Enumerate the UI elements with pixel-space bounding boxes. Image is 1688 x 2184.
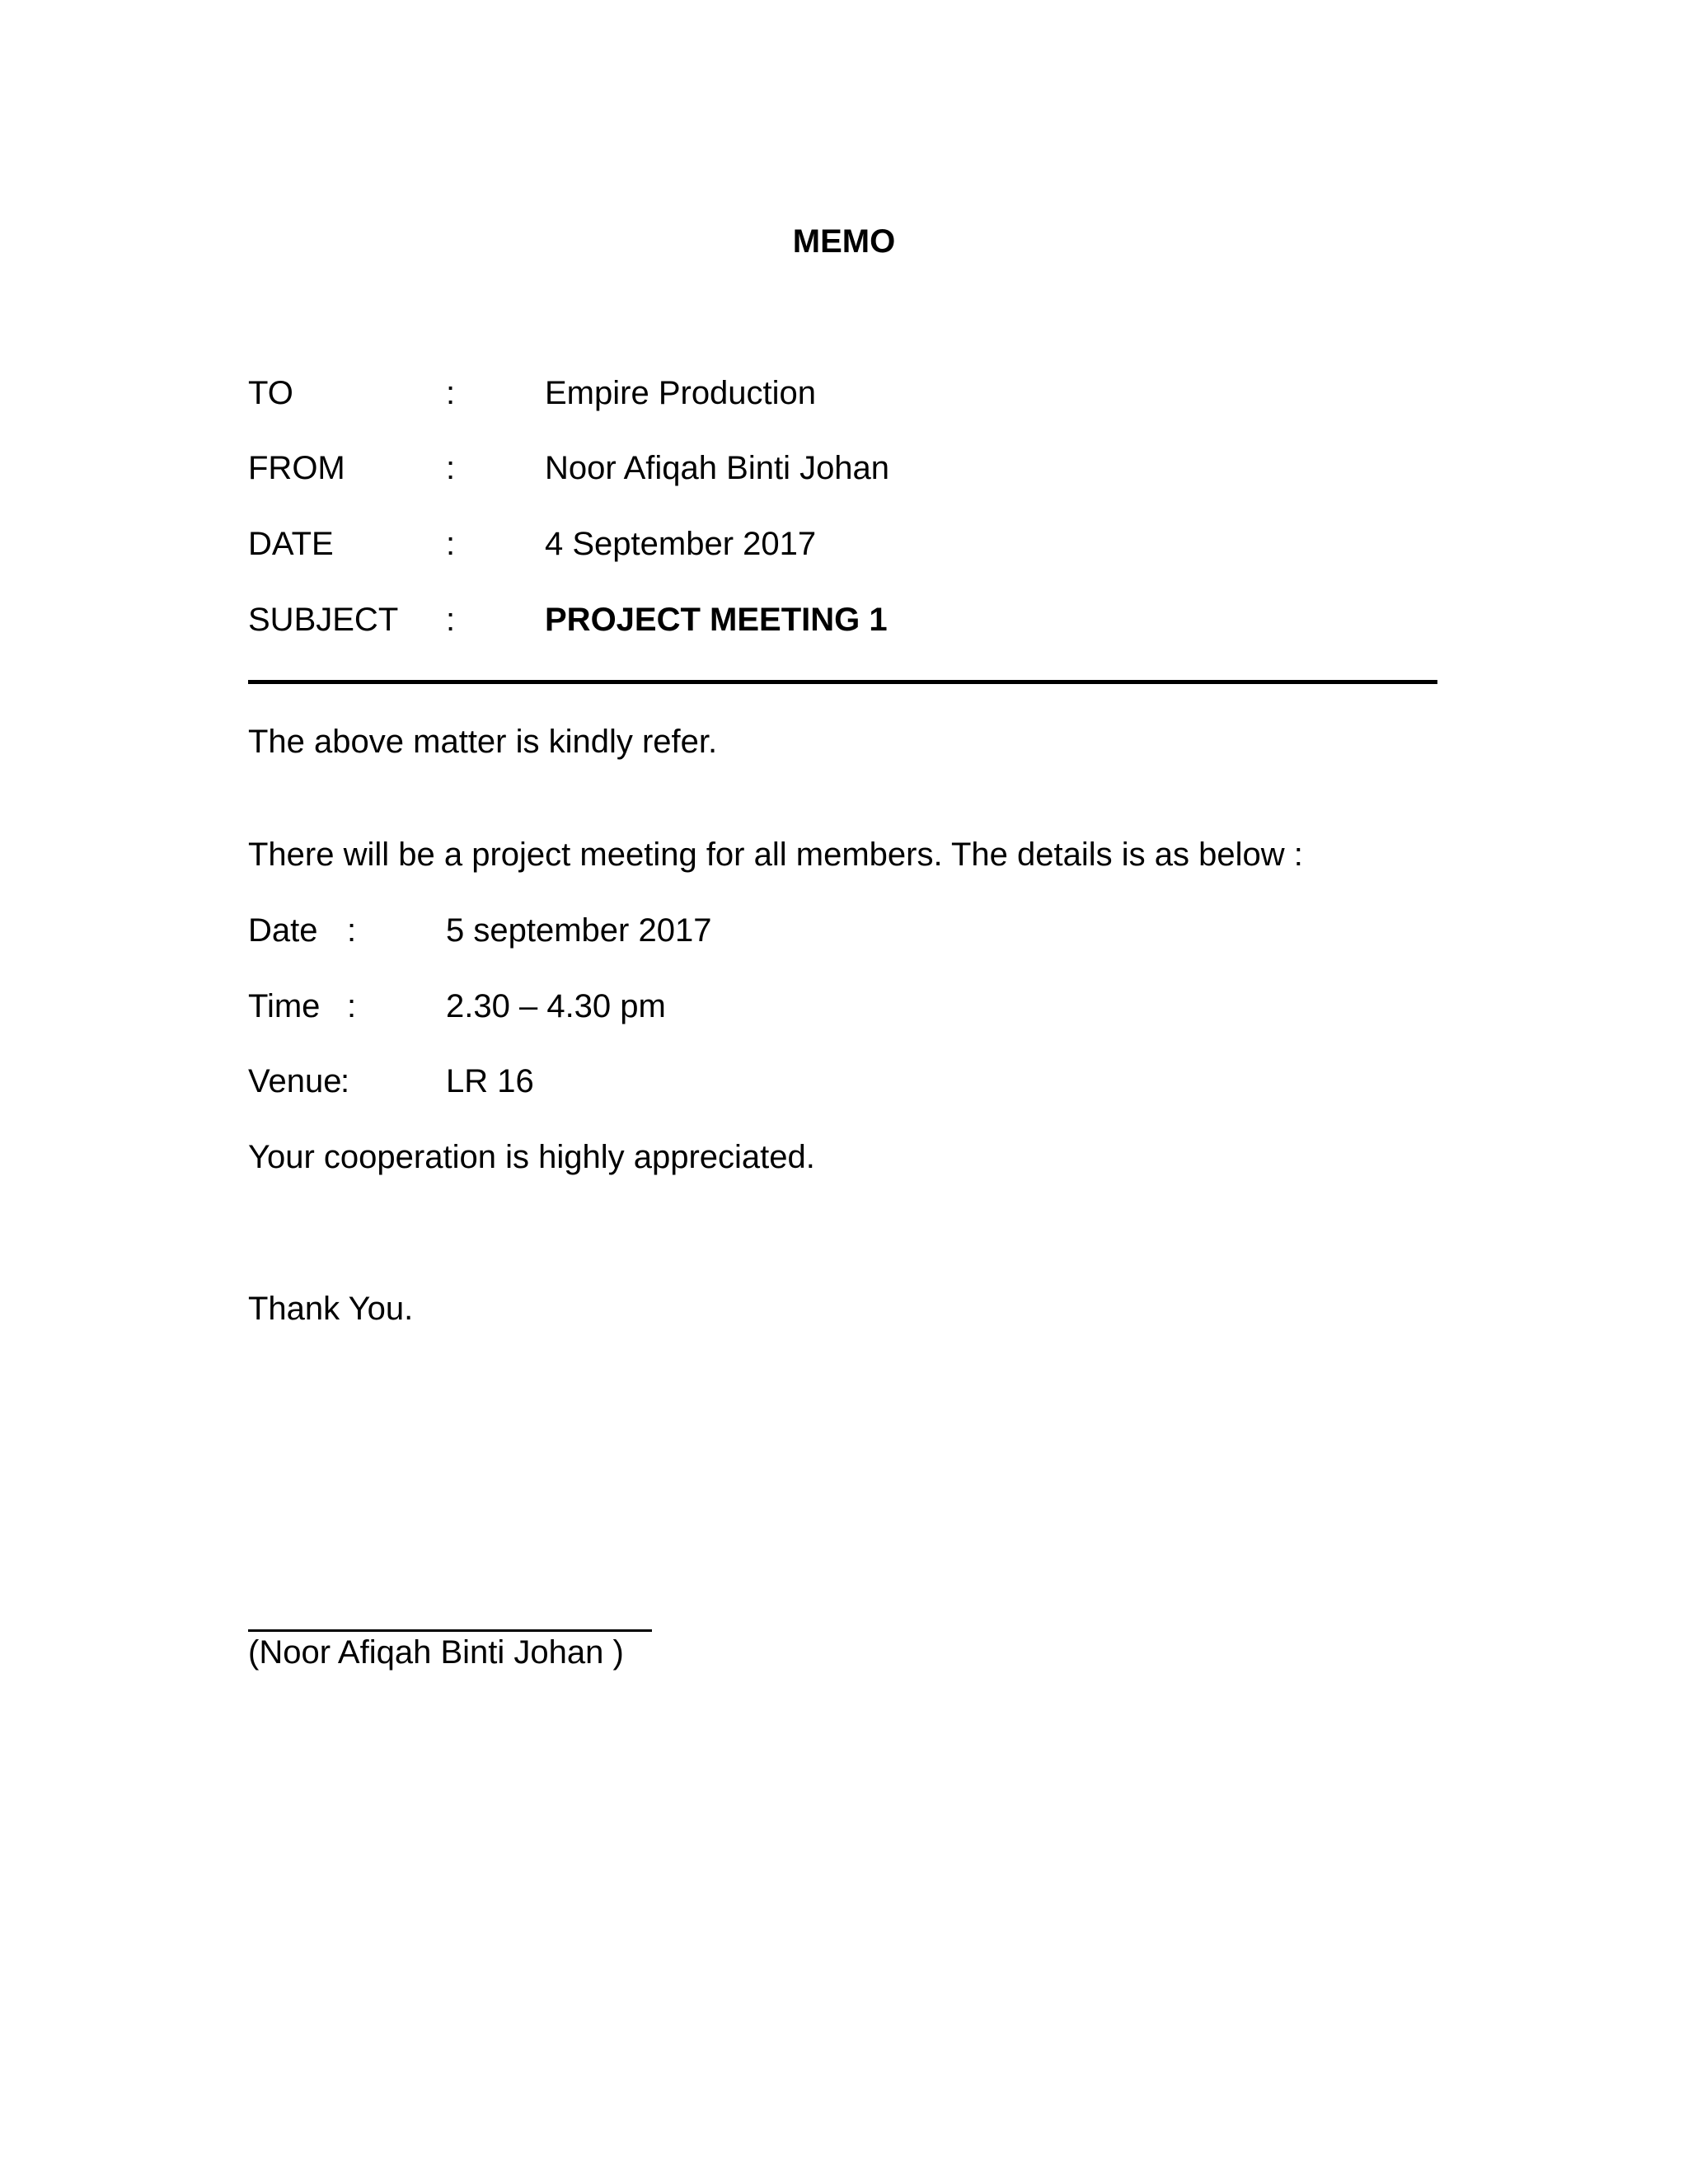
lead-paragraph: There will be a project meeting for all members. The details is as below : bbox=[248, 837, 1303, 873]
header-label-date: DATE bbox=[248, 526, 334, 562]
detail-value-venue: LR 16 bbox=[446, 1063, 534, 1099]
detail-separator-venue: : bbox=[340, 1063, 350, 1099]
header-label-to: TO bbox=[248, 375, 293, 411]
header-value-subject: PROJECT MEETING 1 bbox=[545, 602, 888, 638]
detail-separator-time: : bbox=[347, 988, 357, 1024]
header-label-from: FROM bbox=[248, 450, 345, 486]
signature-name: (Noor Afiqah Binti Johan ) bbox=[248, 1634, 624, 1671]
detail-label-venue: Venue bbox=[248, 1063, 342, 1099]
header-value-date: 4 September 2017 bbox=[545, 526, 817, 562]
intro-paragraph: The above matter is kindly refer. bbox=[248, 724, 718, 760]
header-separator-subject: : bbox=[446, 602, 456, 638]
detail-value-time: 2.30 – 4.30 pm bbox=[446, 988, 666, 1024]
header-separator-from: : bbox=[446, 450, 456, 486]
closing-text: Thank You. bbox=[248, 1291, 414, 1327]
detail-value-date: 5 september 2017 bbox=[446, 912, 712, 949]
cooperation-paragraph: Your cooperation is highly appreciated. bbox=[248, 1139, 815, 1175]
detail-label-time: Time bbox=[248, 988, 321, 1024]
memo-title: MEMO bbox=[792, 223, 896, 260]
detail-label-date: Date bbox=[248, 912, 318, 949]
header-value-to: Empire Production bbox=[545, 375, 817, 411]
header-separator-date: : bbox=[446, 526, 456, 562]
header-label-subject: SUBJECT bbox=[248, 602, 399, 638]
header-divider bbox=[248, 680, 1437, 684]
header-separator-to: : bbox=[446, 375, 456, 411]
header-value-from: Noor Afiqah Binti Johan bbox=[545, 450, 890, 486]
detail-separator-date: : bbox=[347, 912, 357, 949]
